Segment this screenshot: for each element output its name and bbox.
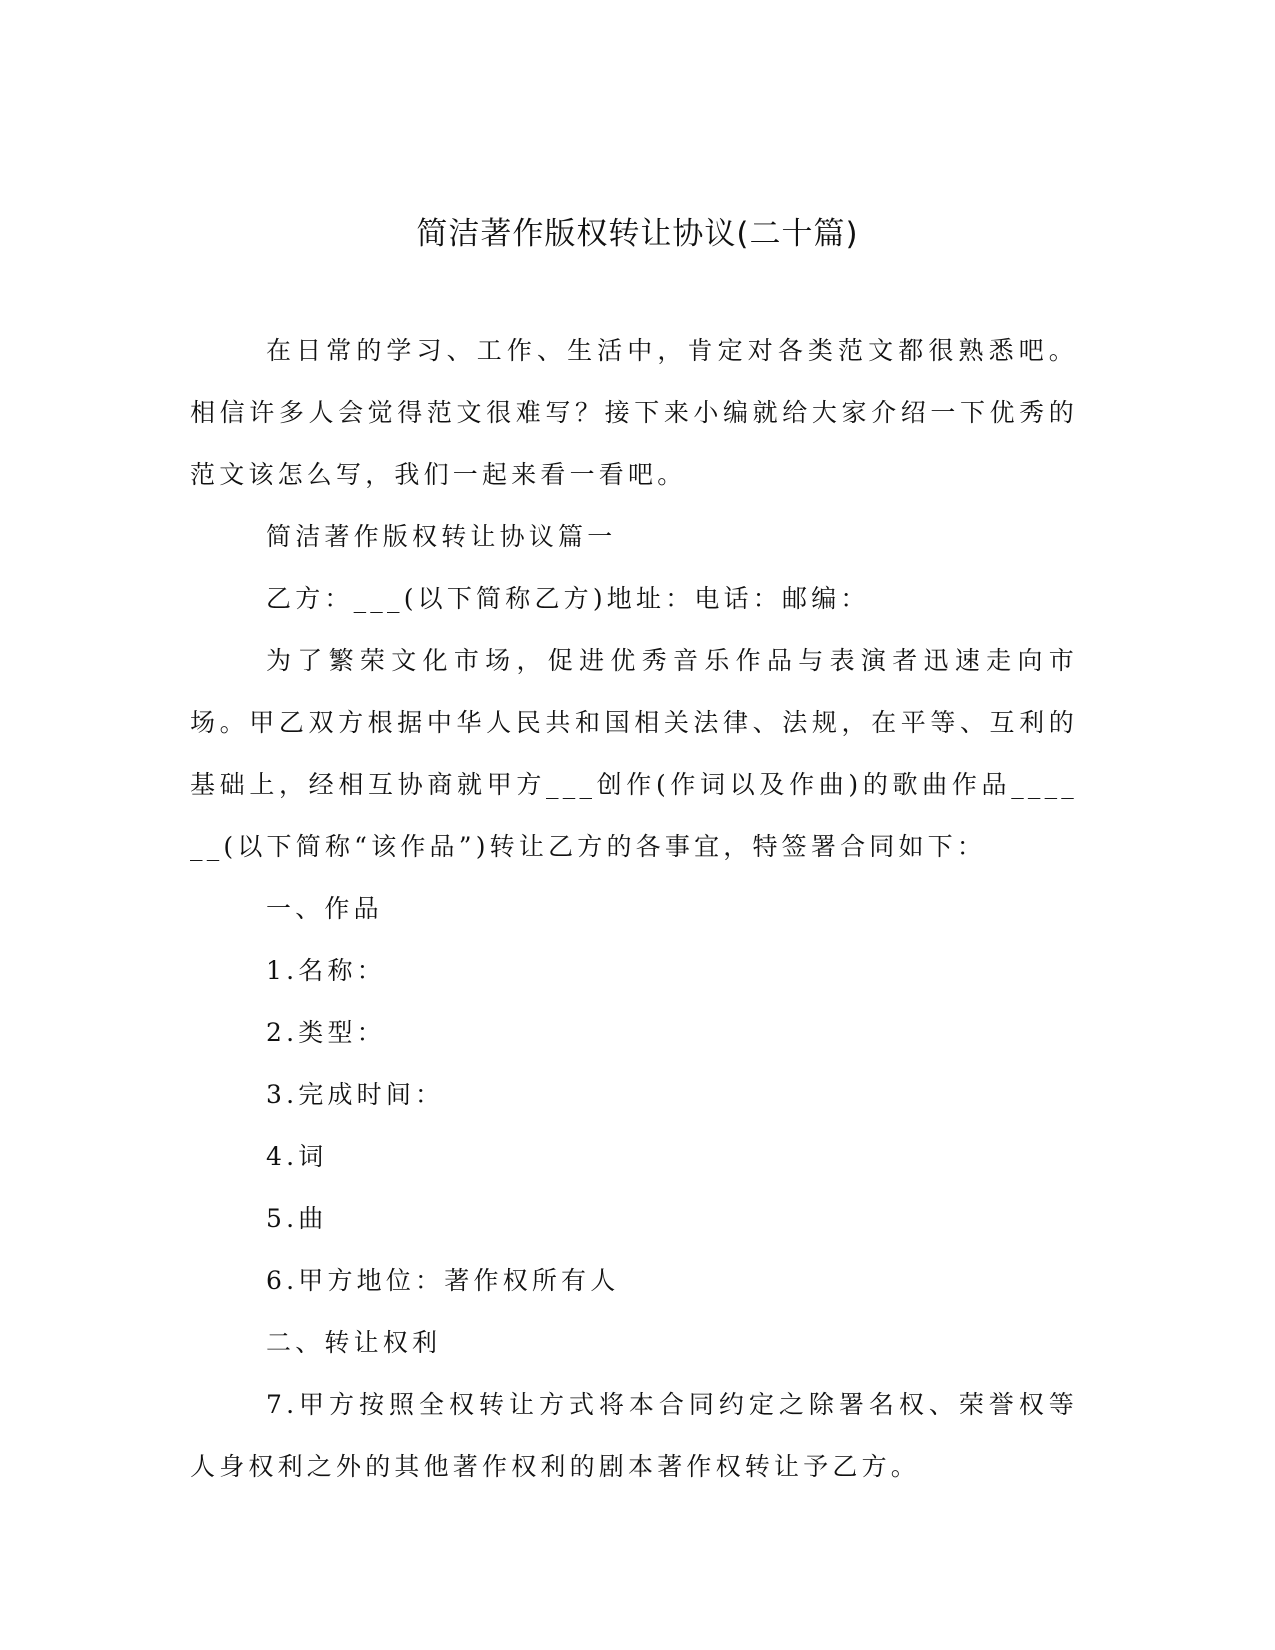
clause-item-type: 2.类型： — [266, 1018, 386, 1047]
intro-paragraph: 在日常的学习、工作、生活中，肯定对各类范文都很熟悉吧。相信许多人会觉得范文很难写？接下来小编就给大家介绍一下优秀的范文该怎么写，我们一起来看一看吧。 — [190, 336, 1078, 489]
preamble-paragraph: 为了繁荣文化市场，促进优秀音乐作品与表演者迅速走向市场。甲乙双方根据中华人民共和国相关法律、法规，在平等、互利的基础上，经相互协商就甲方___创作(作词以及作曲)的歌曲作品______(以下简称“该作品”)转让乙方的各事宜，特签署合同如下： — [190, 646, 1078, 861]
document-body — [190, 320, 1078, 1498]
clause-item-completion-time: 3.完成时间： — [266, 1080, 445, 1109]
clause-item-music: 5.曲 — [266, 1204, 328, 1233]
clause-item-party-a-status: 6.甲方地位：著作权所有人 — [266, 1266, 620, 1295]
clause-heading-work: 一、作品 — [266, 894, 383, 923]
clause-item-name: 1.名称： — [266, 956, 386, 985]
clause-item-lyrics: 4.词 — [266, 1142, 328, 1171]
document-title: 简洁著作版权转让协议(二十篇) — [416, 216, 859, 252]
clause-heading-rights-transfer: 二、转让权利 — [266, 1328, 442, 1357]
section-heading-part-one: 简洁著作版权转让协议篇一 — [266, 522, 617, 551]
party-b-line: 乙方：___(以下简称乙方)地址：电话：邮编： — [266, 584, 870, 613]
clause-item-transfer-terms: 7.甲方按照全权转让方式将本合同约定之除署名权、荣誉权等人身权利之外的其他著作权利的剧本著作权转让予乙方。 — [190, 1390, 1078, 1481]
